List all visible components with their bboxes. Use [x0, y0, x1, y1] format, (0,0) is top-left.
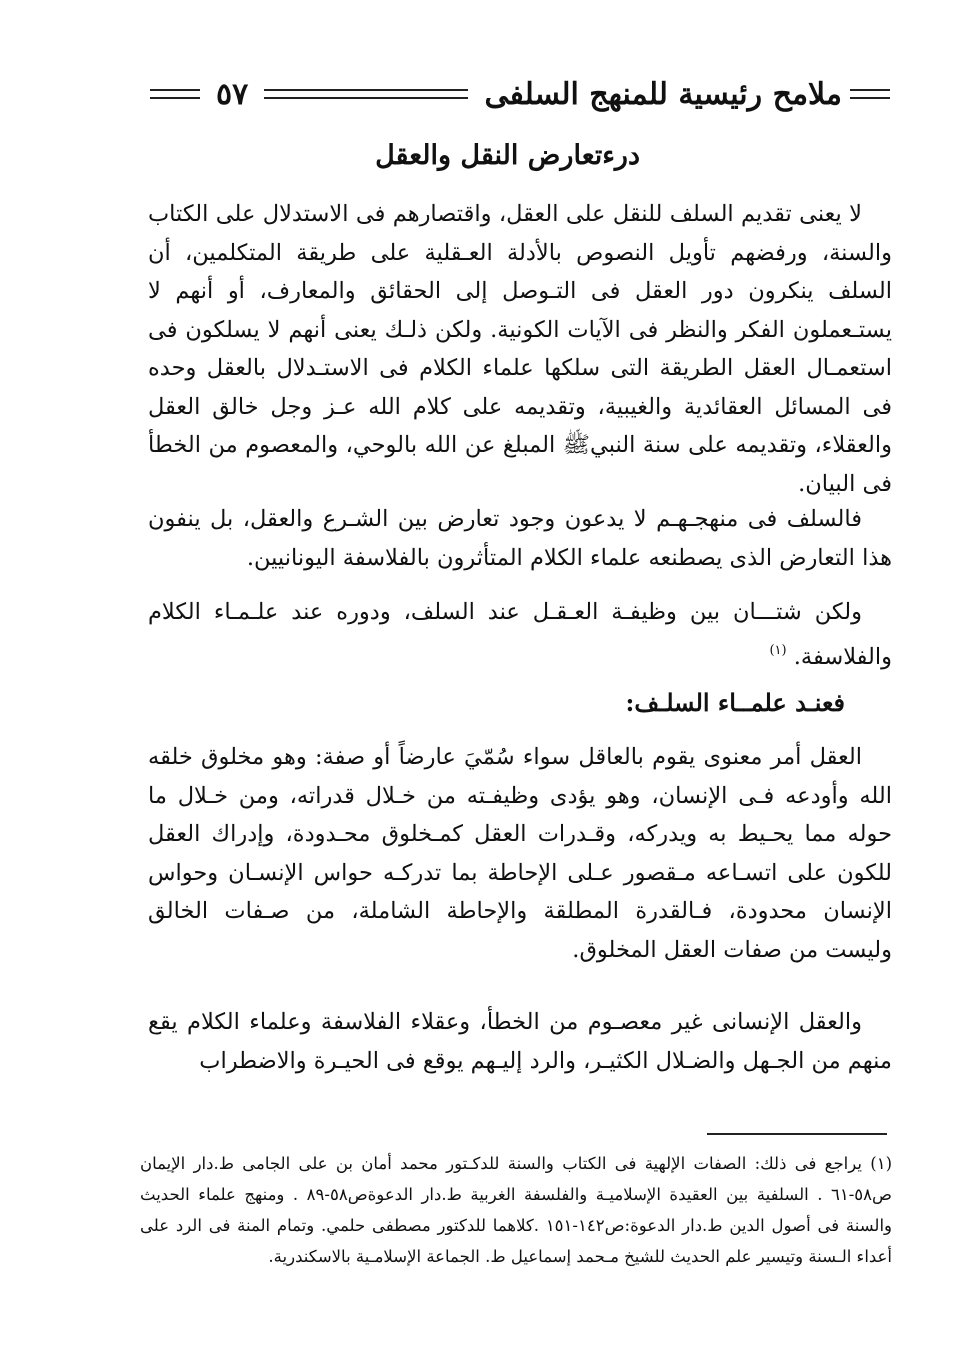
- page-number: ٥٧: [216, 76, 249, 112]
- header-rule: [850, 89, 890, 99]
- header-rule: [150, 89, 200, 99]
- paragraph-text-with-note: [148, 593, 892, 676]
- paragraph-text: فالسلف فى منهجـهـم لا يدعون وجود تعارض بين الشـرع والعقل، بل ينفون هذا التعارض الذى يصطنعه علماء الكلام المتأثرون بالفلاسفة اليونانيين.: [148, 506, 892, 571]
- paragraph-text: العقل أمر معنوى يقوم بالعاقل سواء سُمّيَ عارضاً أو صفة: وهو مخلوق خلقه الله وأودعه فـى الإنسان، وهو يؤدى وظيفـته من خـلال قدراته، ومن خـلال ما حوله مما يحـيط به ويدركه، وقـدرات العقل كمـخلوق محـدودة، وإدراك العقل للكون على اتسـاعه مـقصور عـلى الإحاطة بما تدركـه حواس الإنسـان وحواس الإنسان محدودة، فـالقدرة المطلقة والإحاطة الشاملة، من صـفات الخالق وليست من صفات العقل المخلوق.: [148, 744, 892, 963]
- running-header-title: ملامح رئيسية للمنهج السلفى: [484, 76, 842, 112]
- section-title: درءتعارض النقل والعقل: [375, 140, 640, 171]
- running-header: [150, 72, 890, 116]
- footnote-reference: (١): [769, 642, 787, 658]
- paragraph-text: ولكن شتـــان بين وظيفـة العـقـل عند السلف، ودوره عند علـمـاء الكلام والفلاسفة.: [148, 599, 892, 670]
- paragraph: [148, 593, 892, 676]
- paragraph: [148, 195, 892, 503]
- paragraph-text: والعقل الإنسانى غير معصـوم من الخطأ، وعقلاء الفلاسفة وعلماء الكلام يقع منهم من الجـهل والضـلال الكثيـر، والرد إليـهم يوقع فى الحيـرة والاضطراب: [148, 1009, 892, 1074]
- footnote-separator: [707, 1133, 887, 1135]
- paragraph: [148, 500, 892, 577]
- paragraph: [148, 1003, 892, 1080]
- paragraph: [148, 738, 892, 969]
- header-rule: [264, 89, 468, 99]
- paragraph-text: لا يعنى تقديم السلف للنقل على العقل، واقتصارهم فى الاستدلال على الكتاب والسنة، ورفضهم تأويل النصوص بالأدلة العـقلية على طريقة المتكلمين، أن السلف ينكرون دور العقل فى التـوصل إلى الحقائق والمعارف، أو أنهم لا يستـعملون الفكر والنظر فى الآيات الكونية. ولكن ذلـك يعنى أنهم لا يسلكون فى استعمـال العقل الطريقة التى سلكها علماء الكلام فى الاستـدلال بالعقل وحده فى المسائل العقائدية والغيبية، وتقديمه على كلام الله عـز وجل خالق العقل والعقلاء، وتقديمه على سنة النبيﷺ المبلغ عن الله بالوحي، والمعصوم من الخطأ فى البيان.: [148, 201, 892, 497]
- footnote: (١) يراجع فى ذلك: الصفات الإلهية فى الكتاب والسنة للدكـتور محمد أمان بن على الجامى ط.دار الإيمان ص٥٨-٦١ . السلفية بين العقيدة الإسلاميـة والفلسفة الغربية ط.دار الدعوةص٥٨-٨٩ . ومنهج علماء الحديث والسنة فى أصول الدين ط.دار الدعوة:ص١٤٢-١٥١ .كلاهما للدكتور مصطفى حلمي. وتمام المنة فى الرد على أعداء الـسنة وتيسير علم الحديث للشيخ مـحمد إسماعيل ط. الجماعة الإسلامـية بالاسكندرية.: [140, 1154, 892, 1266]
- subheading: فعنـد علمــاء السلـف:: [625, 688, 845, 717]
